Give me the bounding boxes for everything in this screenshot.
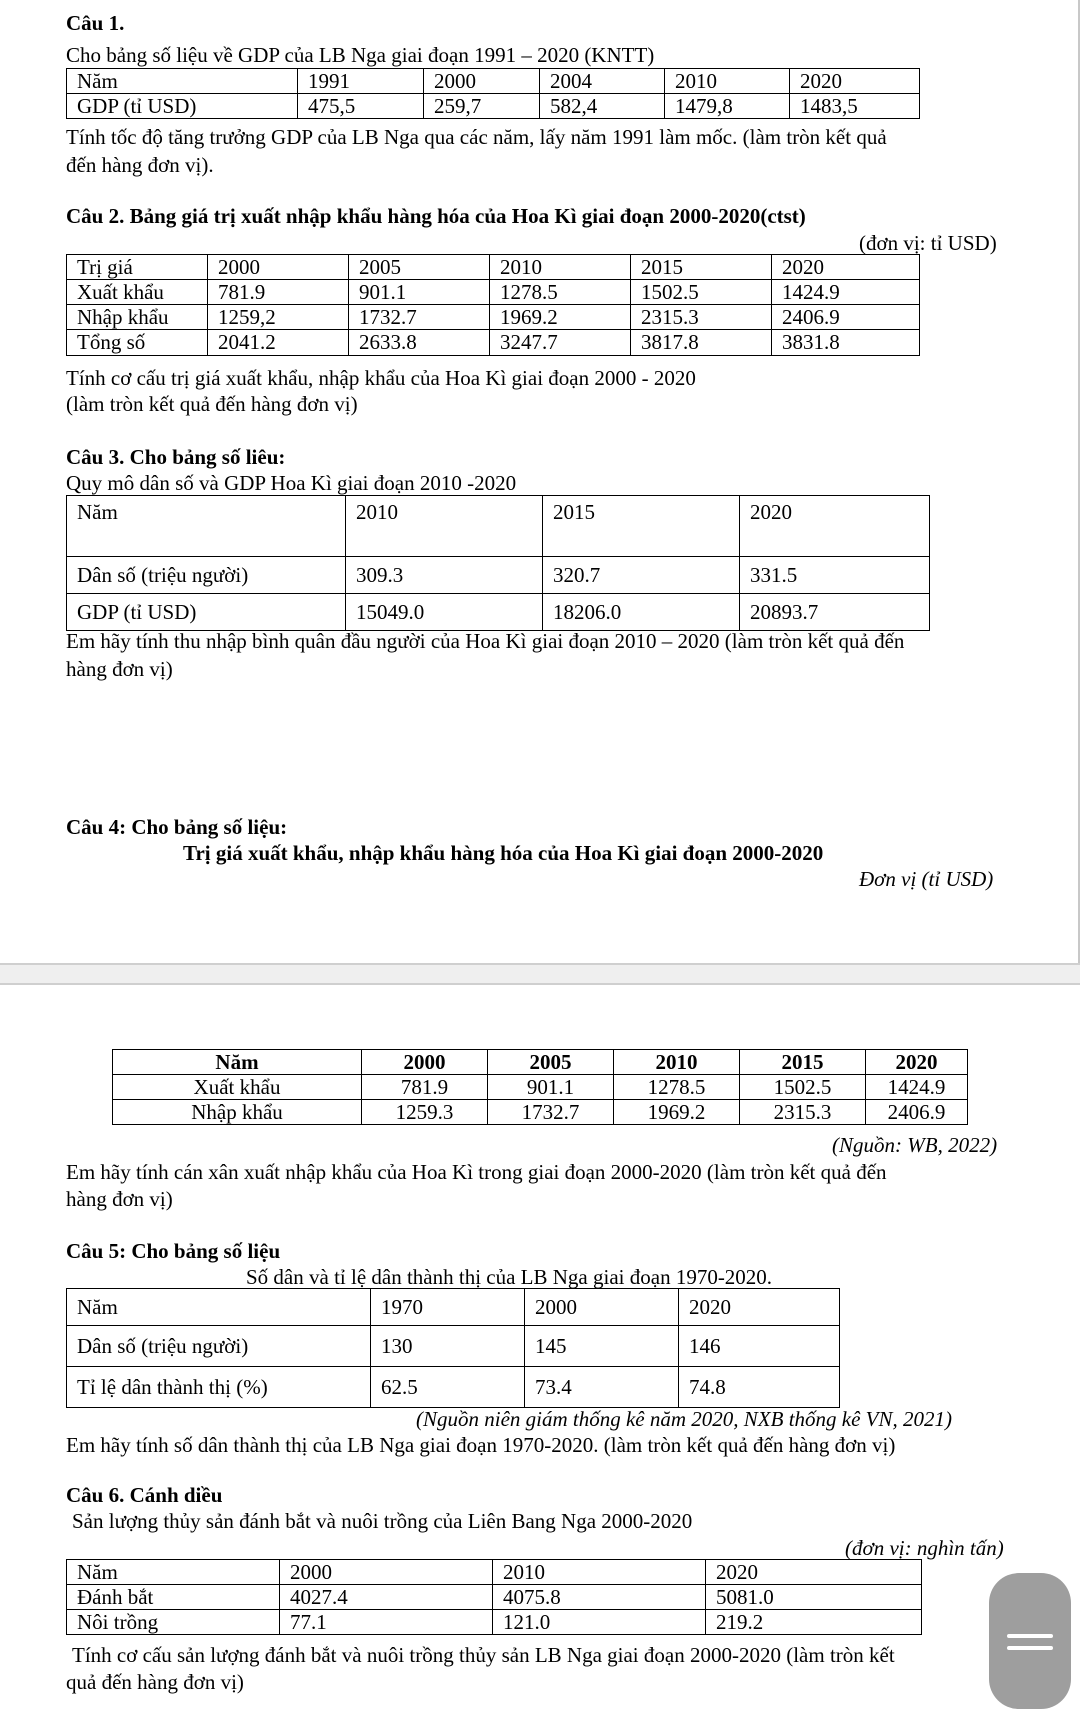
- q5-cell: 73.4: [525, 1367, 679, 1408]
- q1-cell: GDP (tỉ USD): [67, 94, 298, 119]
- q6-cell: 77.1: [280, 1610, 493, 1635]
- q4-cell: Xuất khẩu: [113, 1075, 362, 1100]
- q3-header-cell: Năm: [67, 496, 346, 557]
- q1-cell: 259,7: [424, 94, 540, 119]
- q2-header-cell: 2015: [631, 255, 772, 280]
- q4-unit: Đơn vị (tỉ USD): [859, 867, 994, 891]
- q4-header-cell: 2015: [740, 1050, 866, 1075]
- menu-lines-icon: [1007, 1634, 1053, 1638]
- q6-header-cell: 2000: [280, 1560, 493, 1585]
- q5-caption: Số dân và tỉ lệ dân thành thị của LB Nga giai đoạn 1970-2020.: [246, 1265, 773, 1289]
- q6-task-cont: quả đến hàng đơn vị): [66, 1670, 244, 1694]
- q2-cell: 3831.8: [772, 330, 920, 355]
- q4-source: (Nguồn: WB, 2022): [832, 1133, 998, 1157]
- q6-cell: 5081.0: [706, 1585, 922, 1610]
- q1-intro: Cho bảng số liệu về GDP của LB Nga giai đoạn 1991 – 2020 (KNTT): [66, 43, 655, 67]
- q1-header-cell: 2004: [540, 69, 665, 94]
- q5-header-cell: 1970: [371, 1289, 525, 1326]
- q3-header-cell: 2015: [543, 496, 740, 557]
- q6-header-cell: Năm: [67, 1560, 280, 1585]
- q3-cell: 18206.0: [543, 594, 740, 631]
- q1-title: Câu 1.: [66, 11, 125, 35]
- document-page-2: [0, 985, 1080, 1709]
- q4-cell: 1732.7: [488, 1100, 614, 1125]
- menu-lines-icon: [1007, 1646, 1053, 1650]
- q4-task: Em hãy tính cán xân xuất nhập khẩu của Hoa Kì trong giai đoạn 2000-2020 (làm tròn kết quả đến: [66, 1160, 887, 1184]
- q5-cell: 74.8: [679, 1367, 840, 1408]
- q2-cell: 901.1: [349, 280, 490, 305]
- q2-table: [66, 254, 920, 356]
- q5-header-cell: 2000: [525, 1289, 679, 1326]
- q4-header-cell: 2000: [362, 1050, 488, 1075]
- q3-cell: GDP (tỉ USD): [67, 594, 346, 631]
- q2-cell: 1502.5: [631, 280, 772, 305]
- q2-cell: 781.9: [208, 280, 349, 305]
- q2-cell: 1259,2: [208, 305, 349, 330]
- q2-header-cell: 2020: [772, 255, 920, 280]
- q4-cell: 1278.5: [614, 1075, 740, 1100]
- q3-cell: 320.7: [543, 557, 740, 594]
- q5-cell: 62.5: [371, 1367, 525, 1408]
- q3-cell: 309.3: [346, 557, 543, 594]
- q2-cell: 1424.9: [772, 280, 920, 305]
- q2-cell: 1969.2: [490, 305, 631, 330]
- q5-cell: Tỉ lệ dân thành thị (%): [67, 1367, 371, 1408]
- q1-header-cell: 2000: [424, 69, 540, 94]
- q3-title: Câu 3. Cho bảng số liêu:: [66, 445, 286, 469]
- q2-header-cell: 2005: [349, 255, 490, 280]
- q4-header-cell: 2020: [866, 1050, 968, 1075]
- q1-cell: 1483,5: [790, 94, 920, 119]
- q6-unit: (đơn vị: nghìn tấn): [845, 1536, 1004, 1560]
- q1-cell: 1479,8: [665, 94, 790, 119]
- q4-cell: 2315.3: [740, 1100, 866, 1125]
- q2-cell: 1278.5: [490, 280, 631, 305]
- q1-header-cell: 2010: [665, 69, 790, 94]
- q5-source: (Nguồn niên giám thống kê năm 2020, NXB thống kê VN, 2021): [416, 1407, 953, 1431]
- q5-task: Em hãy tính số dân thành thị của LB Nga giai đoạn 1970-2020. (làm tròn kết quả đến hàng đơn vị): [66, 1433, 896, 1457]
- q2-cell: Nhập khẩu: [67, 305, 208, 330]
- q4-cell: 2406.9: [866, 1100, 968, 1125]
- q5-title: Câu 5: Cho bảng số liệu: [66, 1239, 281, 1263]
- q5-cell: 146: [679, 1326, 840, 1367]
- q3-cell: 15049.0: [346, 594, 543, 631]
- q6-cell: 4075.8: [493, 1585, 706, 1610]
- q2-cell: 2633.8: [349, 330, 490, 355]
- q1-cell: 475,5: [298, 94, 424, 119]
- q6-table: [66, 1559, 922, 1635]
- q6-header-cell: 2010: [493, 1560, 706, 1585]
- q1-cell: 582,4: [540, 94, 665, 119]
- q3-header-cell: 2010: [346, 496, 543, 557]
- q4-cell: 1259.3: [362, 1100, 488, 1125]
- q2-cell: 3817.8: [631, 330, 772, 355]
- q4-cell: 901.1: [488, 1075, 614, 1100]
- q2-header-cell: 2010: [490, 255, 631, 280]
- q2-task: Tính cơ cấu trị giá xuất khẩu, nhập khẩu của Hoa Kì giai đoạn 2000 - 2020: [66, 366, 696, 390]
- q6-title: Câu 6. Cánh diều: [66, 1483, 223, 1507]
- q6-caption: Sản lượng thủy sản đánh bắt và nuôi trồng của Liên Bang Nga 2000-2020: [72, 1509, 693, 1533]
- q2-cell: 2315.3: [631, 305, 772, 330]
- q2-cell: 1732.7: [349, 305, 490, 330]
- q4-cell: 1969.2: [614, 1100, 740, 1125]
- q1-table: [66, 68, 920, 119]
- q2-title: Câu 2. Bảng giá trị xuất nhập khẩu hàng hóa của Hoa Kì giai đoạn 2000-2020(ctst): [66, 204, 806, 228]
- q6-cell: Nôi trồng: [67, 1610, 280, 1635]
- q2-cell: 2406.9: [772, 305, 920, 330]
- q2-header-cell: Trị giá: [67, 255, 208, 280]
- q2-unit: (đơn vị: tỉ USD): [859, 231, 997, 255]
- q4-title: Câu 4: Cho bảng số liệu:: [66, 815, 288, 839]
- q2-task-cont: (làm tròn kết quả đến hàng đơn vị): [66, 392, 358, 416]
- q2-header-cell: 2000: [208, 255, 349, 280]
- q5-header-cell: Năm: [67, 1289, 371, 1326]
- q4-header-cell: Năm: [113, 1050, 362, 1075]
- q4-header-cell: 2010: [614, 1050, 740, 1075]
- q2-cell: 3247.7: [490, 330, 631, 355]
- q3-table-body: [66, 556, 930, 631]
- q4-cell: 1424.9: [866, 1075, 968, 1100]
- q3-header-cell: 2020: [740, 496, 930, 557]
- q3-table: [66, 495, 930, 557]
- q1-task-cont: đến hàng đơn vị).: [66, 153, 214, 177]
- q6-cell: 219.2: [706, 1610, 922, 1635]
- q4-header-cell: 2005: [488, 1050, 614, 1075]
- q4-cell: 1502.5: [740, 1075, 866, 1100]
- page-break: [0, 963, 1080, 985]
- q3-cell: 331.5: [740, 557, 930, 594]
- q6-cell: Đánh bắt: [67, 1585, 280, 1610]
- q5-cell: 145: [525, 1326, 679, 1367]
- q5-header-cell: 2020: [679, 1289, 840, 1326]
- q6-cell: 4027.4: [280, 1585, 493, 1610]
- q3-caption: Quy mô dân số và GDP Hoa Kì giai đoạn 2010 -2020: [66, 471, 517, 495]
- q1-header-cell: 2020: [790, 69, 920, 94]
- q6-header-cell: 2020: [706, 1560, 922, 1585]
- scroll-handle[interactable]: [989, 1573, 1071, 1709]
- q1-task: Tính tốc độ tăng trưởng GDP của LB Nga qua các năm, lấy năm 1991 làm mốc. (làm tròn kết quả: [66, 125, 887, 149]
- q4-caption: Trị giá xuất khẩu, nhập khẩu hàng hóa của Hoa Kì giai đoạn 2000-2020: [183, 841, 824, 865]
- q2-cell: 2041.2: [208, 330, 349, 355]
- q3-task-cont: hàng đơn vị): [66, 657, 173, 681]
- q4-task-cont: hàng đơn vị): [66, 1187, 173, 1211]
- q5-cell: Dân số (triệu người): [67, 1326, 371, 1367]
- q3-cell: 20893.7: [740, 594, 930, 631]
- q3-cell: Dân số (triệu người): [67, 557, 346, 594]
- q5-cell: 130: [371, 1326, 525, 1367]
- q2-cell: Xuất khẩu: [67, 280, 208, 305]
- q4-table: [112, 1049, 968, 1125]
- q6-task: Tính cơ cấu sản lượng đánh bắt và nuôi trồng thủy sản LB Nga giai đoạn 2000-2020 (làm tròn kết: [72, 1643, 895, 1667]
- q2-cell: Tổng số: [67, 330, 208, 355]
- q5-table: [66, 1288, 840, 1408]
- q6-cell: 121.0: [493, 1610, 706, 1635]
- q4-cell: Nhập khẩu: [113, 1100, 362, 1125]
- q1-header-cell: Năm: [67, 69, 298, 94]
- q3-task: Em hãy tính thu nhập bình quân đầu người của Hoa Kì giai đoạn 2010 – 2020 (làm tròn kết quả đến: [66, 629, 905, 653]
- q4-cell: 781.9: [362, 1075, 488, 1100]
- q1-header-cell: 1991: [298, 69, 424, 94]
